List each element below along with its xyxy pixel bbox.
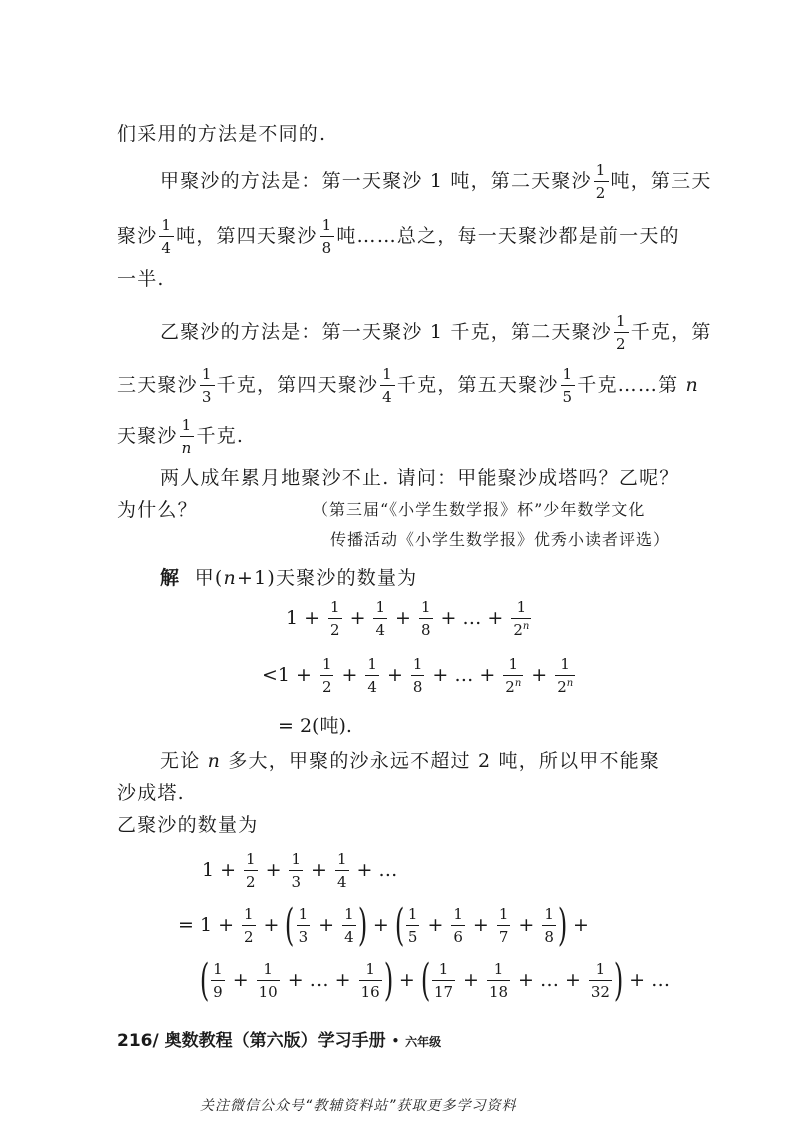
text-line: 无论 n 多大，甲聚的沙永远不超过 2 吨，所以甲不能聚 — [160, 750, 661, 772]
text-line: 们采用的方法是不同的. — [117, 123, 327, 145]
text-line: 聚沙 $\frac{1}{4}$ 吨，第四天聚沙 $\frac{1}{8}$ 吨……总之，每一天聚沙都是前一天的 — [117, 216, 680, 257]
page-number: 216 — [117, 1031, 153, 1051]
source-credit: 传播活动《小学生数学报》优秀小读者评选） — [330, 530, 671, 549]
source-credit: （第三届“《小学生数学报》杯”少年数学文化 — [312, 500, 646, 519]
text-line: 为什么？ — [117, 499, 198, 521]
equation-line: ( $\frac{1}{9}$ + $\frac{1}{10}$ + … + $\frac{1}{16}$ ) + ( $\frac{1}{17}$ + $\frac{1}{18}$ + … + $\frac{1}{32}$ ) + … — [199, 955, 671, 1006]
solution-intro: 解 甲(n+1)天聚沙的数量为 — [160, 567, 418, 589]
text-line: 两人成年累月地聚沙不止. 请问：甲能聚沙成塔吗？乙呢？ — [160, 467, 680, 489]
solution-label: 解 — [160, 567, 181, 589]
fraction: $\frac{1}{3}$ — [201, 365, 213, 406]
fraction: $\frac{1}{5}$ — [562, 365, 574, 406]
text-line: 乙聚沙的数量为 — [117, 814, 259, 836]
fraction: $\frac{1}{4}$ — [161, 216, 173, 257]
equation-line: 1 + $\frac{1}{2}$ + $\frac{1}{4}$ + $\frac{1}{8}$ + … + $\frac{1}{2^n}$ — [286, 598, 530, 639]
fraction: $\frac{1}{4}$ — [382, 365, 393, 406]
fraction: $\frac{1}{n}$ — [181, 416, 193, 457]
text-line: 沙成塔. — [117, 782, 185, 804]
fraction: $\frac{1}{2}$ — [595, 161, 607, 202]
text-line: 一半. — [117, 268, 165, 290]
equation-line: <1 + $\frac{1}{2}$ + $\frac{1}{4}$ + $\frac{1}{8}$ + … + $\frac{1}{2^n}$ + $\frac{1}{2^n}$ — [262, 655, 574, 696]
page-footer: 216/ 奥数教程（第六版）学习手册 • 六年级 — [117, 1031, 442, 1051]
equation-line: = 1 + $\frac{1}{2}$ + ( $\frac{1}{3}$ + $\frac{1}{4}$ ) + ( $\frac{1}{5}$ + $\frac{1}{6}$ + $\frac{1}{7}$ + $\frac{1}{8}$ ) + — [178, 900, 589, 951]
fraction: $\frac{1}{2}$ — [615, 312, 627, 353]
grade-label: 六年级 — [405, 1035, 442, 1049]
text-line: 甲聚沙的方法是：第一天聚沙 1 吨，第二天聚沙 $\frac{1}{2}$ 吨，第三天 — [160, 161, 712, 202]
equation-line: = 2(吨). — [278, 715, 352, 737]
equation-line: 1 + $\frac{1}{2}$ + $\frac{1}{3}$ + $\frac{1}{4}$ + … — [202, 850, 398, 891]
text-line: 天聚沙 $\frac{1}{n}$ 千克. — [117, 416, 245, 457]
text-line: 三天聚沙 $\frac{1}{3}$ 千克，第四天聚沙 $\frac{1}{4}$ 千克，第五天聚沙 $\frac{1}{5}$ 千克……第 n — [117, 365, 699, 406]
book-title: 奥数教程（第六版）学习手册 — [164, 1031, 386, 1051]
text-line: 乙聚沙的方法是：第一天聚沙 1 千克，第二天聚沙 $\frac{1}{2}$ 千克，第 — [160, 312, 712, 353]
fraction: $\frac{1}{8}$ — [321, 216, 333, 257]
promo-note: 关注微信公众号“教辅资料站”获取更多学习资料 — [200, 1098, 517, 1114]
